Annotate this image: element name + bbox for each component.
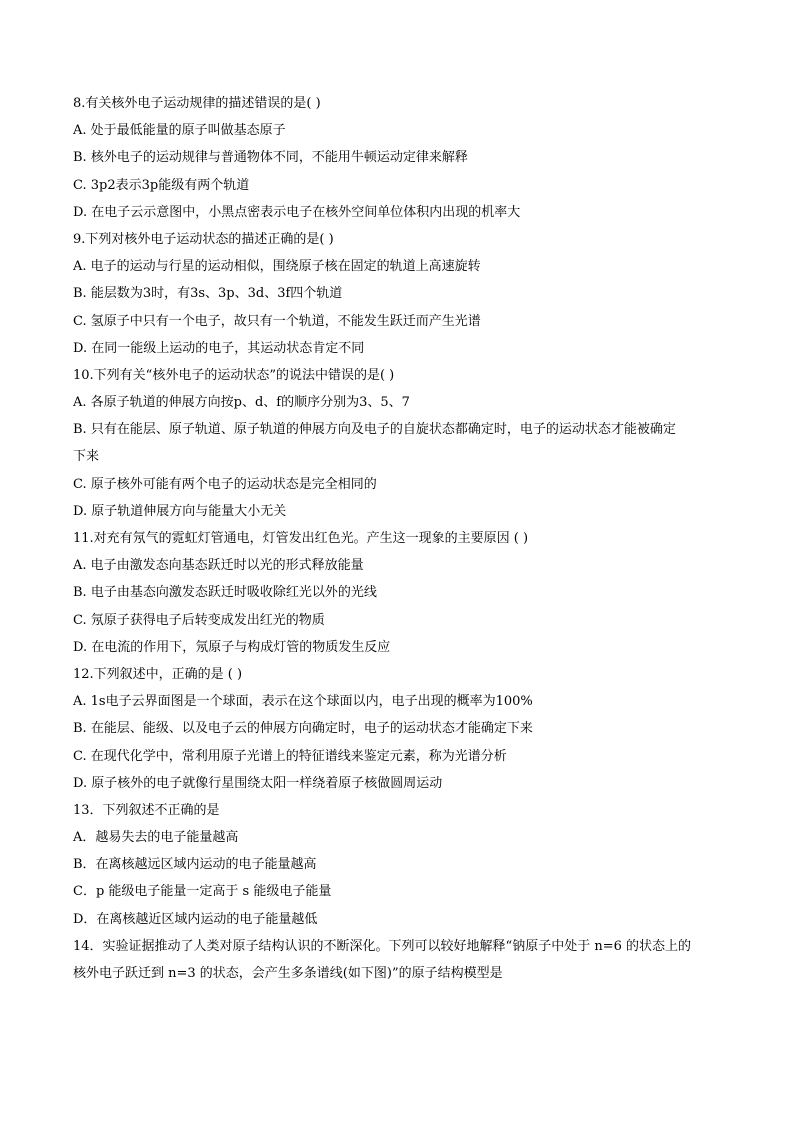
option-d: D. 在电流的作用下，氖原子与构成灯管的物质发生反应 (73, 639, 391, 655)
option-a: A. 各原子轨道的伸展方向按p、d、f的顺序分别为3、5、7 (73, 395, 410, 411)
option-d: D. 在电子云示意图中，小黑点密表示电子在核外空间单位体积内出现的机率大 (73, 204, 521, 220)
option-c: C．p 能级电子能量一定高于 s 能级电子能量 (73, 884, 332, 900)
option-a: A. 电子的运动与行星的运动相似，围绕原子核在固定的轨道上高速旋转 (73, 259, 481, 275)
option-b: B．在离核越远区域内运动的电子能量越高 (73, 857, 317, 873)
option-a: A. 电子由激发态向基态跃迁时以光的形式释放能量 (73, 558, 364, 574)
question-list (73, 92, 733, 989)
option-b: B. 核外电子的运动规律与普通物体不同，不能用牛顿运动定律来解释 (73, 150, 468, 166)
option-d: D. 原子核外的电子就像行星围绕太阳一样绕着原子核做圆周运动 (73, 775, 443, 791)
question-stem: 13．下列叙述不正确的是 (73, 802, 220, 818)
option-b-continued: 下来 (73, 449, 100, 465)
option-c: C. 在现代化学中，常利用原子光谱上的特征谱线来鉴定元素，称为光谱分析 (73, 748, 507, 764)
question-stem: 12.下列叙述中，正确的是 ( ) (73, 666, 243, 682)
option-d: D. 在同一能级上运动的电子，其运动状态肯定不同 (73, 340, 365, 356)
option-c: C. 原子核外可能有两个电子的运动状态是完全相同的 (73, 476, 377, 492)
option-b: B. 在能层、能级、以及电子云的伸展方向确定时，电子的运动状态才能确定下来 (73, 721, 533, 737)
option-b: B. 只有在能层、原子轨道、原子轨道的伸展方向及电子的自旋状态都确定时，电子的运动状态才能被确定 (73, 422, 676, 438)
option-a: A. 1s电子云界面图是一个球面，表示在这个球面以内，电子出现的概率为100% (73, 694, 533, 710)
option-a: A. 处于最低能量的原子叫做基态原子 (73, 123, 286, 139)
option-c: C. 氖原子获得电子后转变成发出红光的物质 (73, 612, 325, 628)
question-stem-continued: 核外电子跃迁到 n=3 的状态，会产生多条谱线(如下图)”的原子结构模型是 (73, 966, 503, 981)
question-10 (73, 364, 733, 527)
question-stem: 14．实验证据推动了人类对原子结构认识的不断深化。下列可以较好地解释“钠原子中处于 n=6 的状态上的 (73, 938, 691, 954)
option-a: A．越易失去的电子能量越高 (73, 830, 239, 846)
option-b: B. 能层数为3时，有3s、3p、3d、3f四个轨道 (73, 286, 343, 302)
option-c: C. 3p2表示3p能级有两个轨道 (73, 177, 250, 193)
option-b: B. 电子由基态向激发态跃迁时吸收除红光以外的光线 (73, 585, 377, 601)
question-stem: 10.下列有关“核外电子的运动状态”的说法中错误的是( ) (73, 367, 395, 383)
question-13 (73, 799, 733, 935)
question-9 (73, 228, 733, 364)
question-11 (73, 527, 733, 663)
question-12 (73, 663, 733, 799)
question-stem: 8.有关核外电子运动规律的描述错误的是( ) (73, 96, 321, 111)
question-8 (73, 92, 733, 228)
option-d: D．在离核越近区域内运动的电子能量越低 (73, 911, 318, 927)
question-stem: 9.下列对核外电子运动状态的描述正确的是( ) (73, 231, 334, 247)
option-c: C. 氢原子中只有一个电子，故只有一个轨道，不能发生跃迁而产生光谱 (73, 313, 481, 329)
option-d: D. 原子轨道伸展方向与能量大小无关 (73, 503, 287, 519)
question-stem: 11.对充有氖气的霓虹灯管通电，灯管发出红色光。产生这一现象的主要原因 ( ) (73, 531, 529, 546)
question-14 (73, 935, 733, 989)
